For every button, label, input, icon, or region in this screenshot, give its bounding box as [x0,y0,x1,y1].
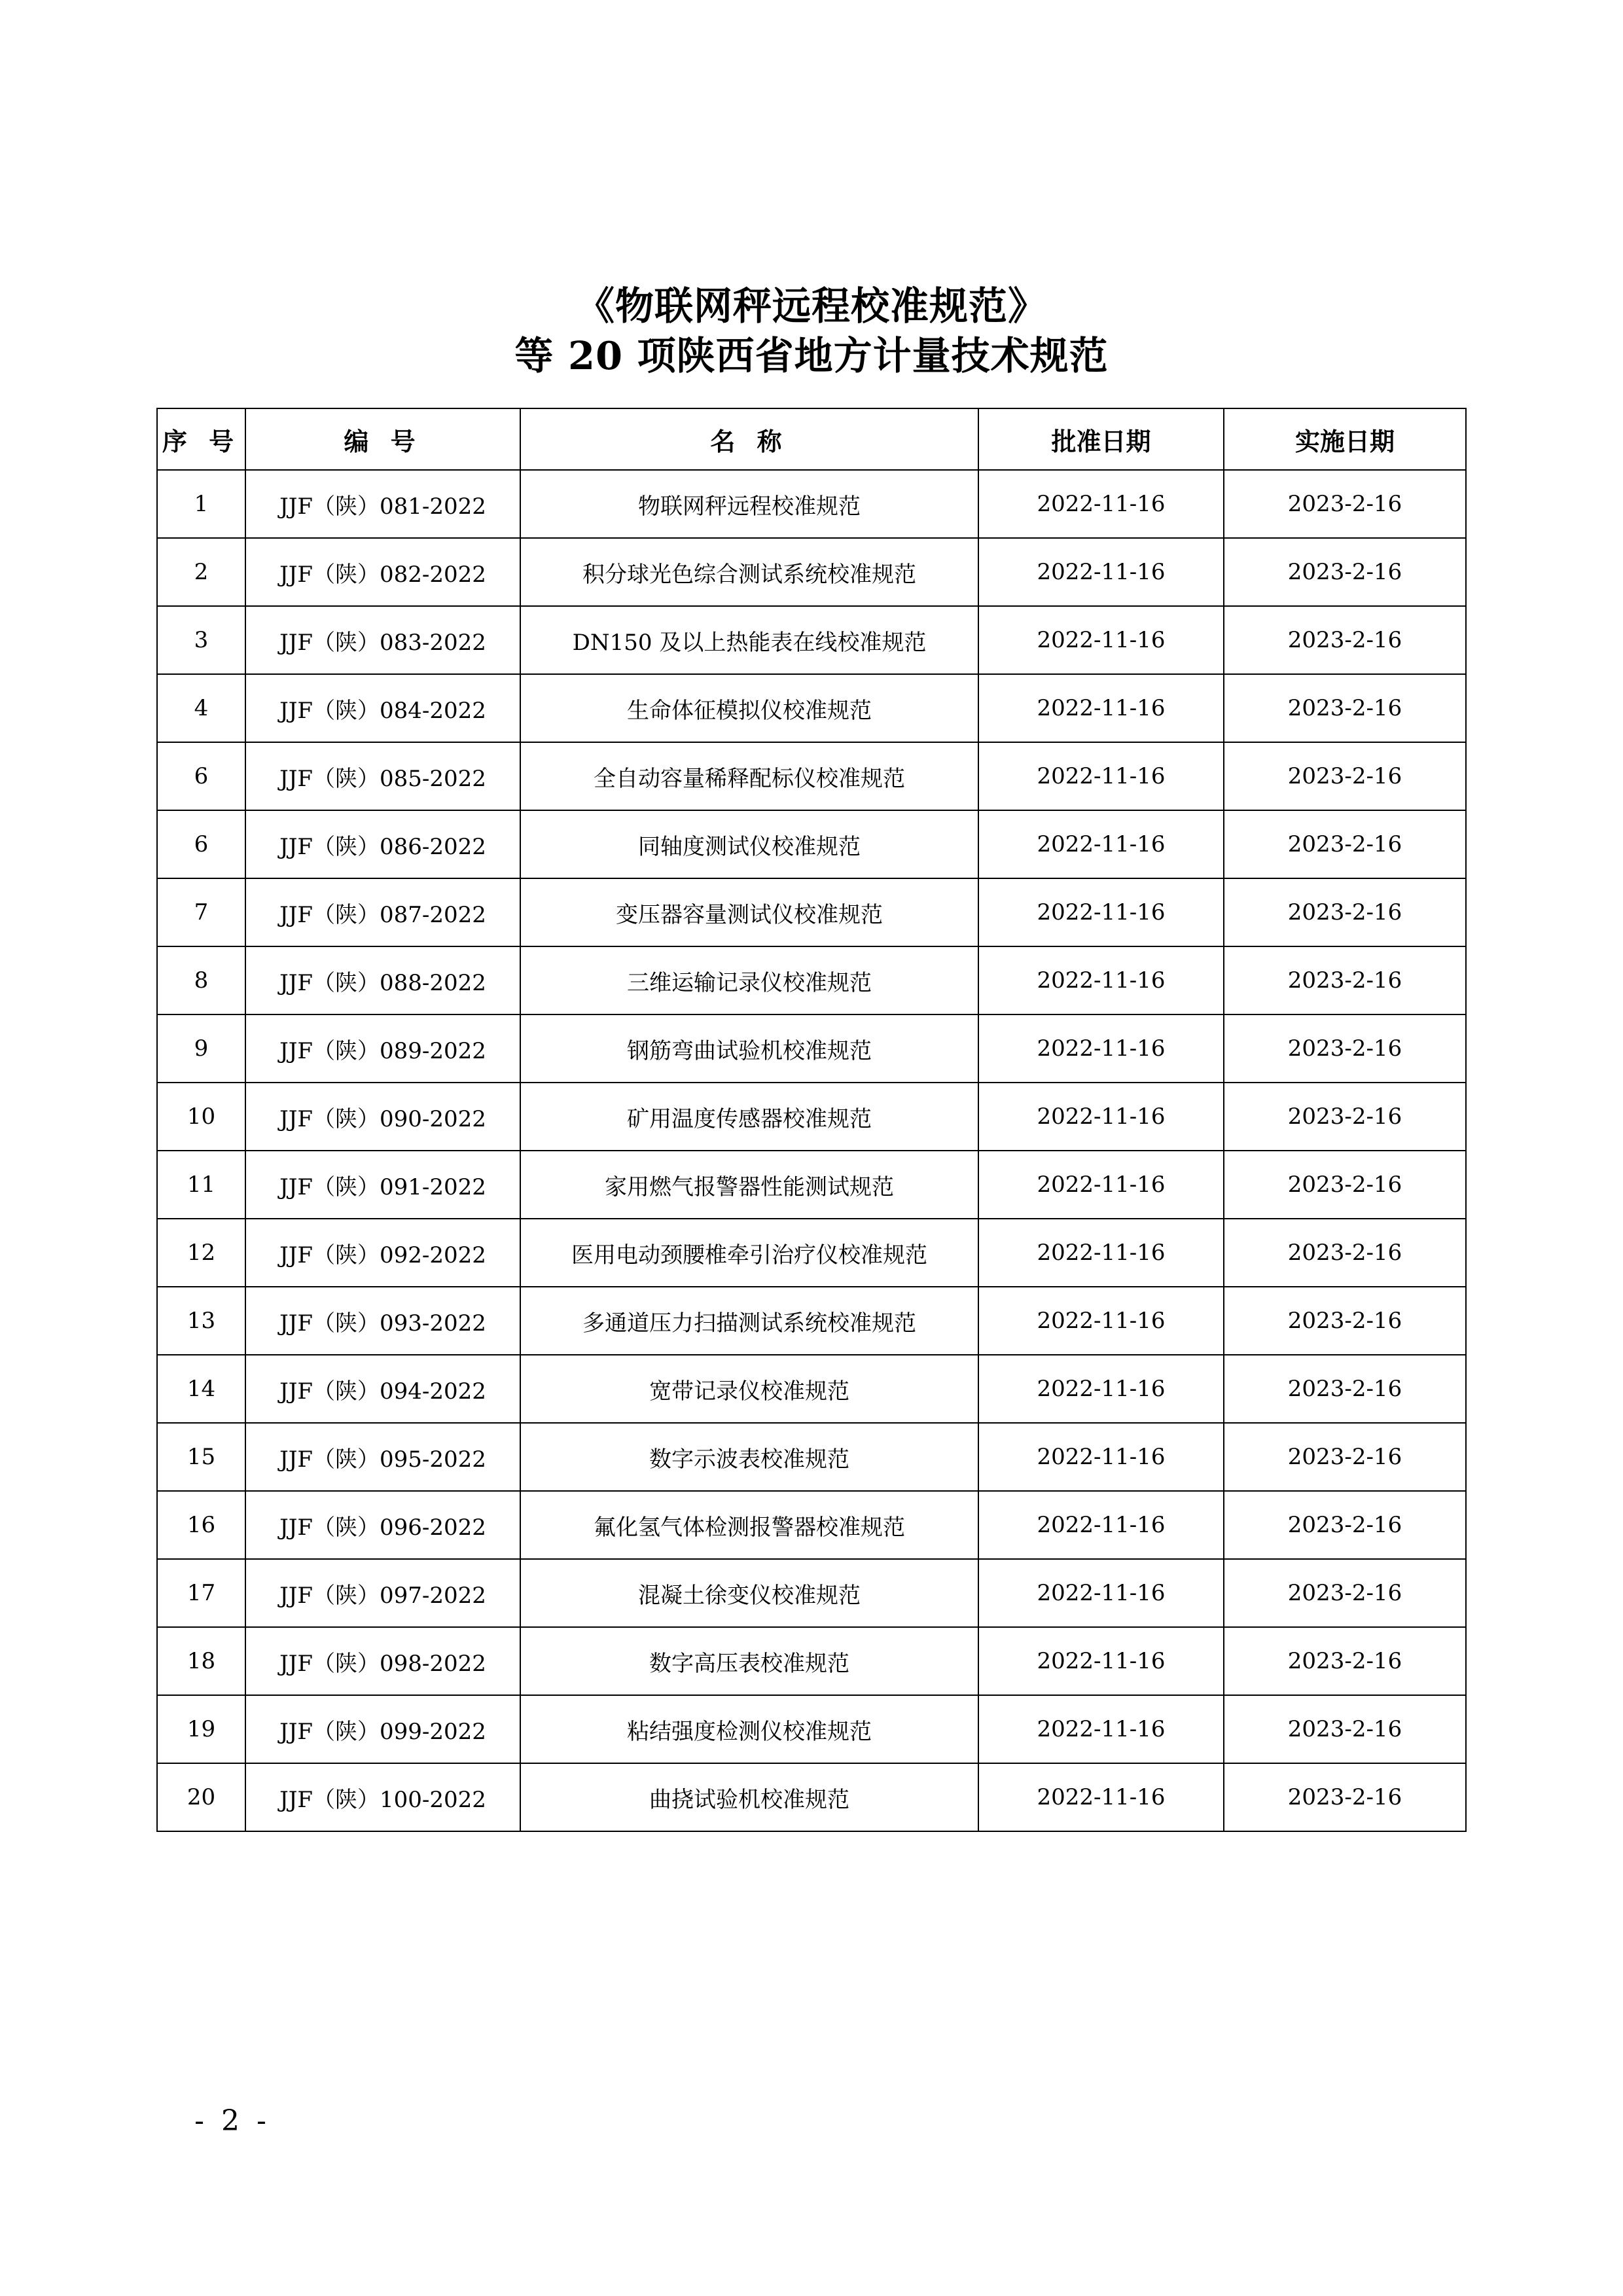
cell-name: 数字示波表校准规范 [520,1423,978,1491]
title-line-1: 《物联网秤远程校准规范》 [575,283,1047,329]
cell-index: 7 [157,878,245,946]
table-row [157,1219,1466,1287]
cell-name: 宽带记录仪校准规范 [520,1355,978,1423]
title-line-2: 等 20 项陕西省地方计量技术规范 [514,332,1109,378]
column-header-implementation-date: 实施日期 [1224,408,1466,470]
cell-index: 10 [157,1083,245,1151]
cell-code: JJF（陕）098-2022 [245,1627,520,1695]
cell-code: JJF（陕）095-2022 [245,1423,520,1491]
cell-implementation-date: 2023-2-16 [1224,1423,1466,1491]
cell-name: 粘结强度检测仪校准规范 [520,1695,978,1763]
cell-implementation-date: 2023-2-16 [1224,1695,1466,1763]
cell-index: 14 [157,1355,245,1423]
table-row [157,1014,1466,1083]
table-row [157,1423,1466,1491]
table-row [157,674,1466,742]
cell-code: JJF（陕）091-2022 [245,1151,520,1219]
column-header-name: 名 称 [520,408,978,470]
cell-name: 混凝土徐变仪校准规范 [520,1559,978,1627]
table-row [157,538,1466,606]
cell-index: 8 [157,946,245,1014]
cell-approval-date: 2022-11-16 [978,1491,1224,1559]
table-header-row [157,408,1466,470]
table-row [157,470,1466,538]
cell-code: JJF（陕）081-2022 [245,470,520,538]
cell-approval-date: 2022-11-16 [978,1695,1224,1763]
cell-code: JJF（陕）082-2022 [245,538,520,606]
cell-index: 20 [157,1763,245,1831]
column-header-index: 序 号 [157,408,245,470]
cell-name: 全自动容量稀释配标仪校准规范 [520,742,978,810]
cell-code: JJF（陕）096-2022 [245,1491,520,1559]
cell-name: 医用电动颈腰椎牵引治疗仪校准规范 [520,1219,978,1287]
cell-approval-date: 2022-11-16 [978,810,1224,878]
cell-implementation-date: 2023-2-16 [1224,1014,1466,1083]
cell-implementation-date: 2023-2-16 [1224,878,1466,946]
column-header-approval-date: 批准日期 [978,408,1224,470]
table-row [157,1083,1466,1151]
cell-name: 物联网秤远程校准规范 [520,470,978,538]
cell-name: 积分球光色综合测试系统校准规范 [520,538,978,606]
table-row [157,606,1466,674]
cell-name: 同轴度测试仪校准规范 [520,810,978,878]
cell-index: 19 [157,1695,245,1763]
cell-approval-date: 2022-11-16 [978,1559,1224,1627]
cell-code: JJF（陕）084-2022 [245,674,520,742]
table-row [157,1491,1466,1559]
cell-approval-date: 2022-11-16 [978,674,1224,742]
cell-index: 1 [157,470,245,538]
cell-code: JJF（陕）100-2022 [245,1763,520,1831]
cell-index: 3 [157,606,245,674]
cell-approval-date: 2022-11-16 [978,1627,1224,1695]
cell-implementation-date: 2023-2-16 [1224,1627,1466,1695]
cell-approval-date: 2022-11-16 [978,742,1224,810]
column-header-code: 编 号 [245,408,520,470]
cell-index: 6 [157,810,245,878]
cell-index: 13 [157,1287,245,1355]
table-row [157,1355,1466,1423]
cell-name: 数字高压表校准规范 [520,1627,978,1695]
page-number [0,2104,1623,2138]
table-row [157,878,1466,946]
cell-implementation-date: 2023-2-16 [1224,470,1466,538]
cell-code: JJF（陕）092-2022 [245,1219,520,1287]
cell-index: 11 [157,1151,245,1219]
cell-implementation-date: 2023-2-16 [1224,742,1466,810]
cell-approval-date: 2022-11-16 [978,470,1224,538]
document-title [0,281,1623,380]
cell-approval-date: 2022-11-16 [978,1014,1224,1083]
cell-implementation-date: 2023-2-16 [1224,810,1466,878]
table-row [157,1287,1466,1355]
cell-approval-date: 2022-11-16 [978,1083,1224,1151]
table-row [157,1695,1466,1763]
cell-code: JJF（陕）085-2022 [245,742,520,810]
cell-approval-date: 2022-11-16 [978,1287,1224,1355]
cell-name: 氟化氢气体检测报警器校准规范 [520,1491,978,1559]
cell-implementation-date: 2023-2-16 [1224,1151,1466,1219]
cell-code: JJF（陕）094-2022 [245,1355,520,1423]
cell-approval-date: 2022-11-16 [978,1355,1224,1423]
cell-name: 钢筋弯曲试验机校准规范 [520,1014,978,1083]
cell-implementation-date: 2023-2-16 [1224,538,1466,606]
cell-approval-date: 2022-11-16 [978,606,1224,674]
cell-code: JJF（陕）083-2022 [245,606,520,674]
table-row [157,946,1466,1014]
cell-implementation-date: 2023-2-16 [1224,1083,1466,1151]
cell-approval-date: 2022-11-16 [978,1151,1224,1219]
cell-index: 2 [157,538,245,606]
cell-implementation-date: 2023-2-16 [1224,1287,1466,1355]
cell-code: JJF（陕）086-2022 [245,810,520,878]
table-row [157,1151,1466,1219]
cell-implementation-date: 2023-2-16 [1224,946,1466,1014]
page-number-text: - 2 - [194,2104,270,2138]
cell-name: DN150 及以上热能表在线校准规范 [520,606,978,674]
table-row [157,1763,1466,1831]
cell-index: 16 [157,1491,245,1559]
table-row [157,742,1466,810]
cell-code: JJF（陕）093-2022 [245,1287,520,1355]
cell-approval-date: 2022-11-16 [978,1423,1224,1491]
cell-implementation-date: 2023-2-16 [1224,1355,1466,1423]
cell-name: 生命体征模拟仪校准规范 [520,674,978,742]
cell-name: 曲挠试验机校准规范 [520,1763,978,1831]
cell-approval-date: 2022-11-16 [978,1219,1224,1287]
table-row [157,1627,1466,1695]
cell-name: 矿用温度传感器校准规范 [520,1083,978,1151]
cell-approval-date: 2022-11-16 [978,1763,1224,1831]
cell-name: 多通道压力扫描测试系统校准规范 [520,1287,978,1355]
cell-index: 6 [157,742,245,810]
specifications-table [156,408,1467,1832]
cell-index: 18 [157,1627,245,1695]
cell-index: 9 [157,1014,245,1083]
cell-name: 变压器容量测试仪校准规范 [520,878,978,946]
cell-code: JJF（陕）099-2022 [245,1695,520,1763]
cell-index: 12 [157,1219,245,1287]
cell-implementation-date: 2023-2-16 [1224,1559,1466,1627]
cell-code: JJF（陕）090-2022 [245,1083,520,1151]
cell-name: 三维运输记录仪校准规范 [520,946,978,1014]
table-row [157,810,1466,878]
cell-code: JJF（陕）087-2022 [245,878,520,946]
cell-code: JJF（陕）097-2022 [245,1559,520,1627]
table-row [157,1559,1466,1627]
cell-index: 17 [157,1559,245,1627]
cell-index: 4 [157,674,245,742]
cell-implementation-date: 2023-2-16 [1224,1491,1466,1559]
cell-name: 家用燃气报警器性能测试规范 [520,1151,978,1219]
cell-implementation-date: 2023-2-16 [1224,1219,1466,1287]
cell-implementation-date: 2023-2-16 [1224,606,1466,674]
cell-implementation-date: 2023-2-16 [1224,1763,1466,1831]
cell-index: 15 [157,1423,245,1491]
cell-approval-date: 2022-11-16 [978,538,1224,606]
cell-code: JJF（陕）088-2022 [245,946,520,1014]
cell-approval-date: 2022-11-16 [978,878,1224,946]
cell-approval-date: 2022-11-16 [978,946,1224,1014]
cell-code: JJF（陕）089-2022 [245,1014,520,1083]
cell-implementation-date: 2023-2-16 [1224,674,1466,742]
